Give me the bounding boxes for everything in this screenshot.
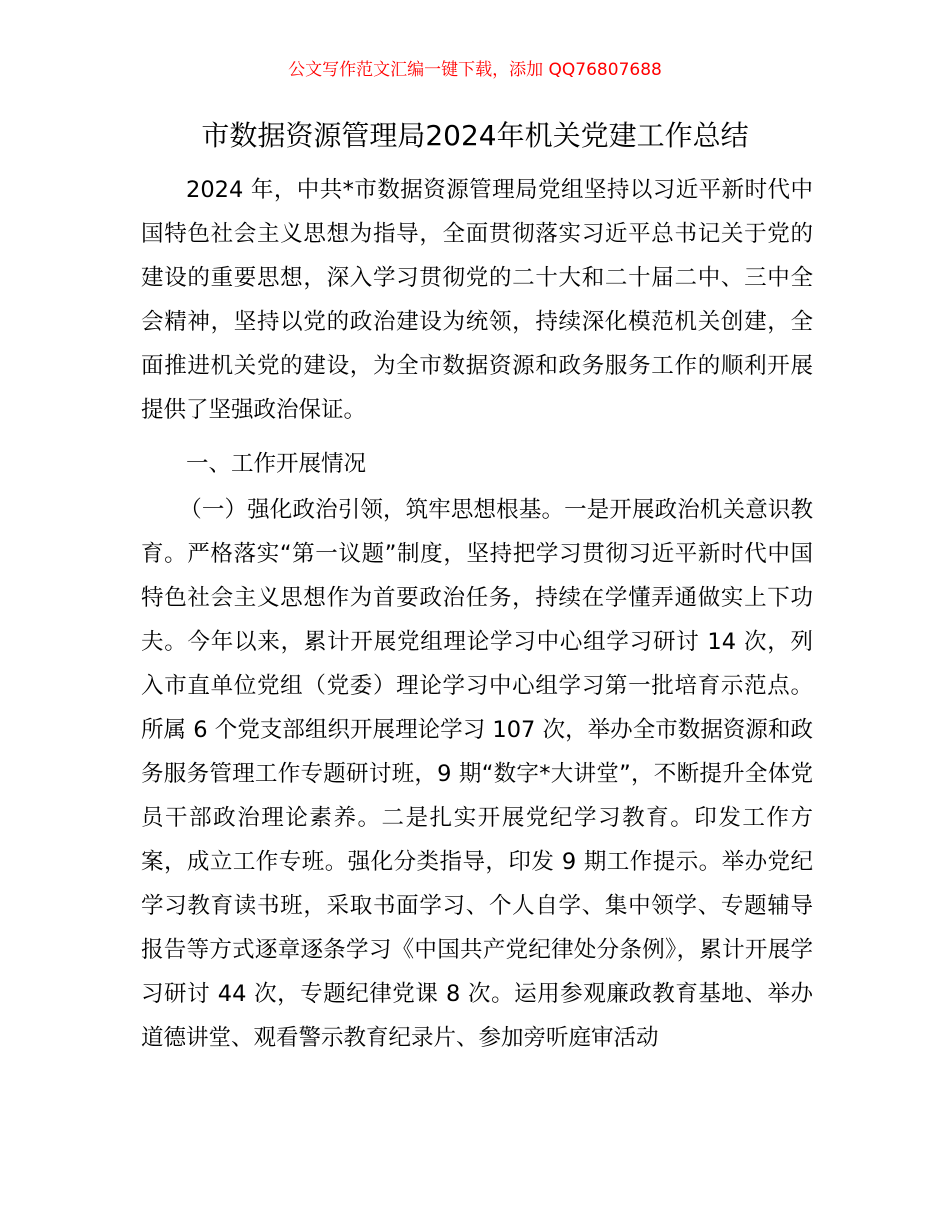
intro-paragraph: 2024 年，中共*市数据资源管理局党组坚持以习近平新时代中国特色社会主义思想为指导，全面贯彻落实习近平总书记关于党的建设的重要思想，深入学习贯彻党的二十大和二十届二中、三中全会精神，坚持以党的政治建设为统领，持续深化模范机关创建，全面推进机关党的建设，为全市数据资源和政务服务工作的顺利开展提供了坚强政治保证。	[141, 177, 813, 423]
download-banner: 公文写作范文汇编一键下载，添加 QQ76807688	[288, 60, 662, 80]
subsection-paragraph: （一）强化政治引领，筑牢思想根基。一是开展政治机关意识教育。严格落实“第一议题”制度，坚持把学习贯彻习近平新时代中国特色社会主义思想作为首要政治任务，持续在学懂弄通做实上下功夫。今年以来，累计开展党组理论学习中心组学习研讨 14 次，列入市直单位党组（党委）理论学习中心组学习第一批培育示范点。所属 6 个党支部组织开展理论学习 107 次，举办全市数据资源和政务服务管理工作专题研讨班，9 期“数字*大讲堂”，不断提升全体党员干部政治理论素养。二是扎实开展党纪学习教育。印发工作方案，成立工作专班。强化分类指导，印发 9 期工作提示。举办党纪学习教育读书班，采取书面学习、个人自学、集中领学、专题辅导报告等方式逐章逐条学习《中国共产党纪律处分条例》，累计开展学习研讨 44 次，专题纪律党课 8 次。运用参观廉政教育基地、举办道德讲堂、观看警示教育纪录片、参加旁听庭审活动	[141, 497, 813, 1051]
page-title: 市数据资源管理局2024年机关党建工作总结	[201, 119, 749, 152]
document-body	[141, 168, 813, 1060]
section-heading: 一、工作开展情况	[186, 451, 367, 477]
